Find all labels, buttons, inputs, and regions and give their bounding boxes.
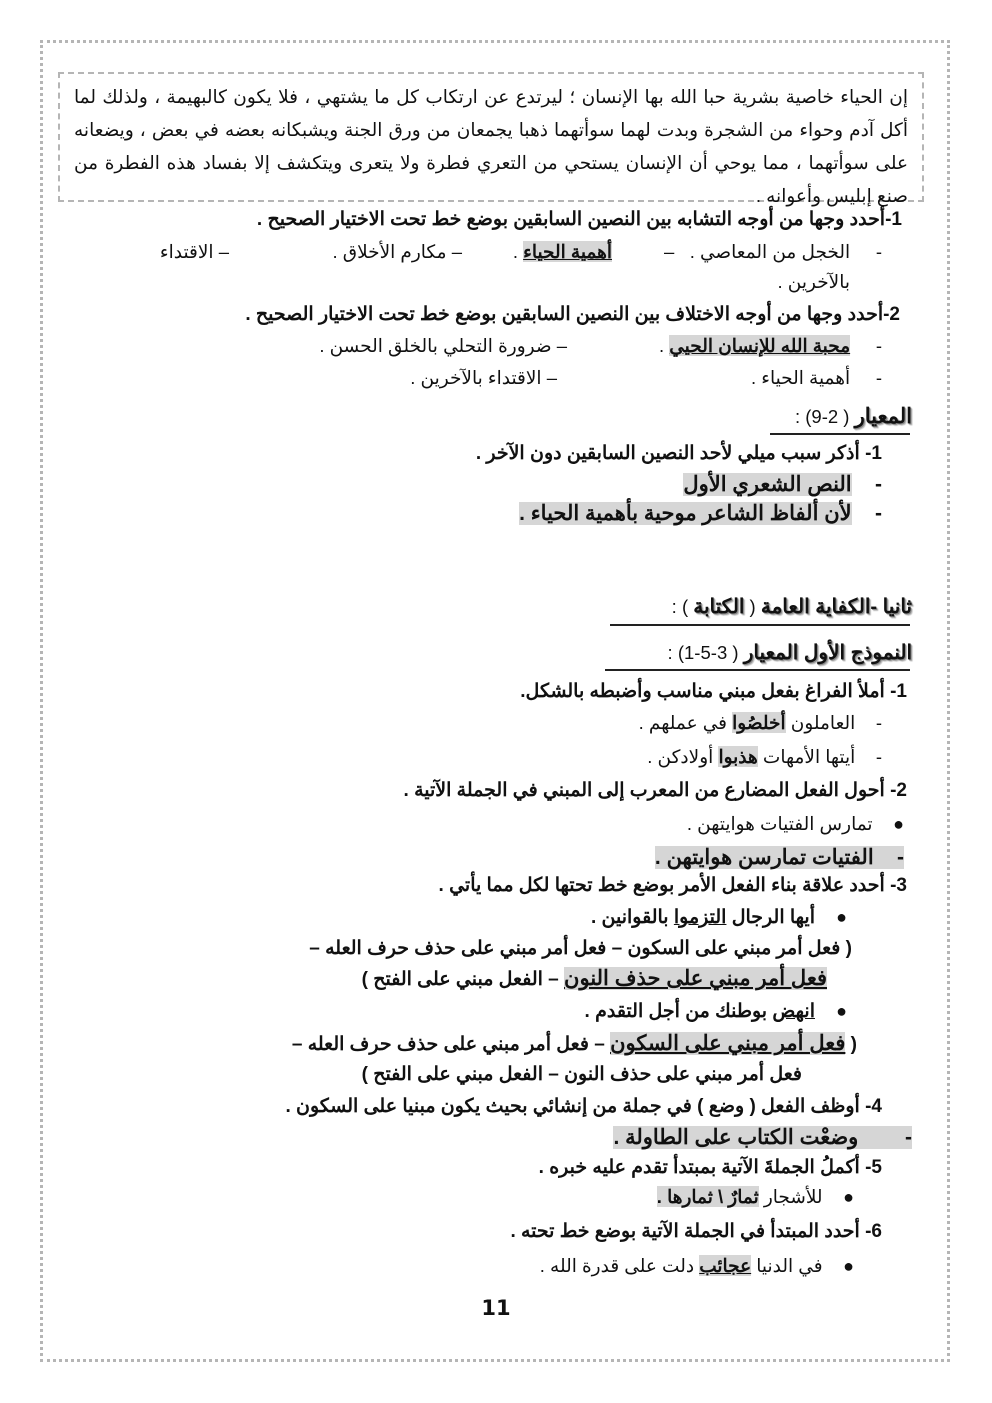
q2-option-1: - محبة الله للإنسان الحيي . [658, 335, 882, 356]
model-1-underline [605, 669, 910, 671]
page-number: 11 [481, 1296, 511, 1320]
w3-options-2a: ( فعل أمر مبني على السكون – فعل أمر مبني على حذف حرف العله – [291, 1032, 857, 1055]
writing-q2: 2- أحول الفعل المضارع من المعرب إلى المبني في الجملة الآتية . [403, 780, 907, 801]
q3-answer-2: - لأن ألفاظ الشاعر موحية بأهمية الحياء . [519, 502, 882, 525]
q2-option-2: – ضرورة التحلي بالخلق الحسن . [319, 335, 567, 356]
w4-answer: - وضعْت الكتاب على الطاولة . [613, 1126, 912, 1149]
w5-sentence: ● للأشجار ثمارٌ \ ثمارها . [656, 1186, 854, 1207]
question-2-difference: 2-أحدد وجها من أوجه الاختلاف بين النصين السابقين بوضع خط تحت الاختيار الصحيح . [245, 304, 900, 325]
q1-option-3: – مكارم الأخلاق . [332, 241, 462, 262]
section-2-heading: ثانيا -الكفاية العامة ( الكتابة ) : [671, 596, 912, 618]
q2-answer: محبة الله للإنسان الحيي [669, 335, 851, 356]
writing-q3: 3- أحدد علاقة بناء الفعل الأمر بوضع خط تحتها لكل مما يأتي . [438, 875, 907, 896]
w2-sentence: ● تمارس الفتيات هوايتهن . [686, 813, 904, 834]
w1-sentence-1: - العاملون أخلصُوا في عملهم . [638, 712, 882, 733]
q1-option-1: - الخجل من المعاصي . – [664, 241, 882, 262]
w3-options-1a: ( فعل أمر مبني على السكون – فعل أمر مبني على حذف حرف العله – [309, 938, 852, 959]
q1-option-2-answer: أهمية الحياء . [512, 241, 612, 262]
writing-q1: 1- أملأ الفراغ بفعل مبني مناسب وأضبطه بالشكل. [520, 681, 907, 702]
question-1-similarity: 1-أحدد وجها من أوجه التشابه بين النصين السابقين بوضع خط تحت الاختيار الصحيح . [256, 209, 902, 230]
q3-answer-1: - النص الشعري الأول [683, 473, 882, 496]
writing-q4: 4- أوظف الفعل ( وضع ) في جملة من إنشائي بحيث يكون مبنيا على السكون . [285, 1096, 882, 1117]
question-3-reason: 1- أذكر سبب ميلي لأحد النصين السابقين دون الآخر . [475, 443, 882, 464]
w1-sentence-2: - أيتها الأمهات هذبوا أولادكن . [647, 746, 882, 767]
criterion-underline [770, 433, 910, 435]
w3-options-1b: فعل أمر مبني على حذف النون – الفعل مبني على الفتح ) [361, 967, 827, 990]
w3-sentence-2: ● انهض بوطنك من أجل التقدم . [584, 1001, 847, 1022]
w3-sentence-1: ● أيها الرجال التزموا بالقوانين . [590, 907, 847, 928]
q1-option-4-cont: بالآخرين . [777, 271, 850, 292]
w6-sentence: ● في الدنيا عجائب دلت على قدرة الله . [539, 1255, 854, 1276]
intro-paragraph-box [58, 72, 924, 206]
writing-q5: 5- أكملُ الجملةَ الآتية بمبتدأ تقدم عليه خبره . [538, 1157, 882, 1178]
q1-option-4: – الاقتداء [159, 241, 229, 262]
model-1-heading: النموذج الأول المعيار ( 3-5-1) : [667, 642, 912, 664]
intro-paragraph: إن الحياء خاصية بشرية حبا الله بها الإنسان ؛ ليرتدع عن ارتكاب كل ما يشتهي ، فلا يكون كالبهيمة ، ولذلك لما أكل آدم وحواء من الشجرة وبدت لهما سوأتهما ذهبا يجمعان من ورق الجنة ويشبكانه بعضه في بعض ، ويضعانه على سوأتهما ، مما يوحي أن الإنسان يستحي من التعري فطرة ولا يتعرى ويتكشف إلا بفساد هذه الفطرة من صنع إبليس وأعوانه . [74, 86, 908, 206]
writing-q6: 6- أحدد المبتدأ في الجملة الآتية بوضع خط تحته . [510, 1221, 882, 1242]
section-2-underline [610, 624, 910, 626]
w3-options-2b: فعل أمر مبني على حذف النون – الفعل مبني على الفتح ) [361, 1064, 802, 1085]
criterion-heading: المعيار ( 2-9) : [794, 405, 912, 428]
w2-answer: - الفتيات تمارسن هوايتهن . [654, 846, 904, 869]
q2-option-4: – الاقتداء بالآخرين . [410, 367, 557, 388]
q2-option-3: - أهمية الحياء . [750, 367, 882, 388]
